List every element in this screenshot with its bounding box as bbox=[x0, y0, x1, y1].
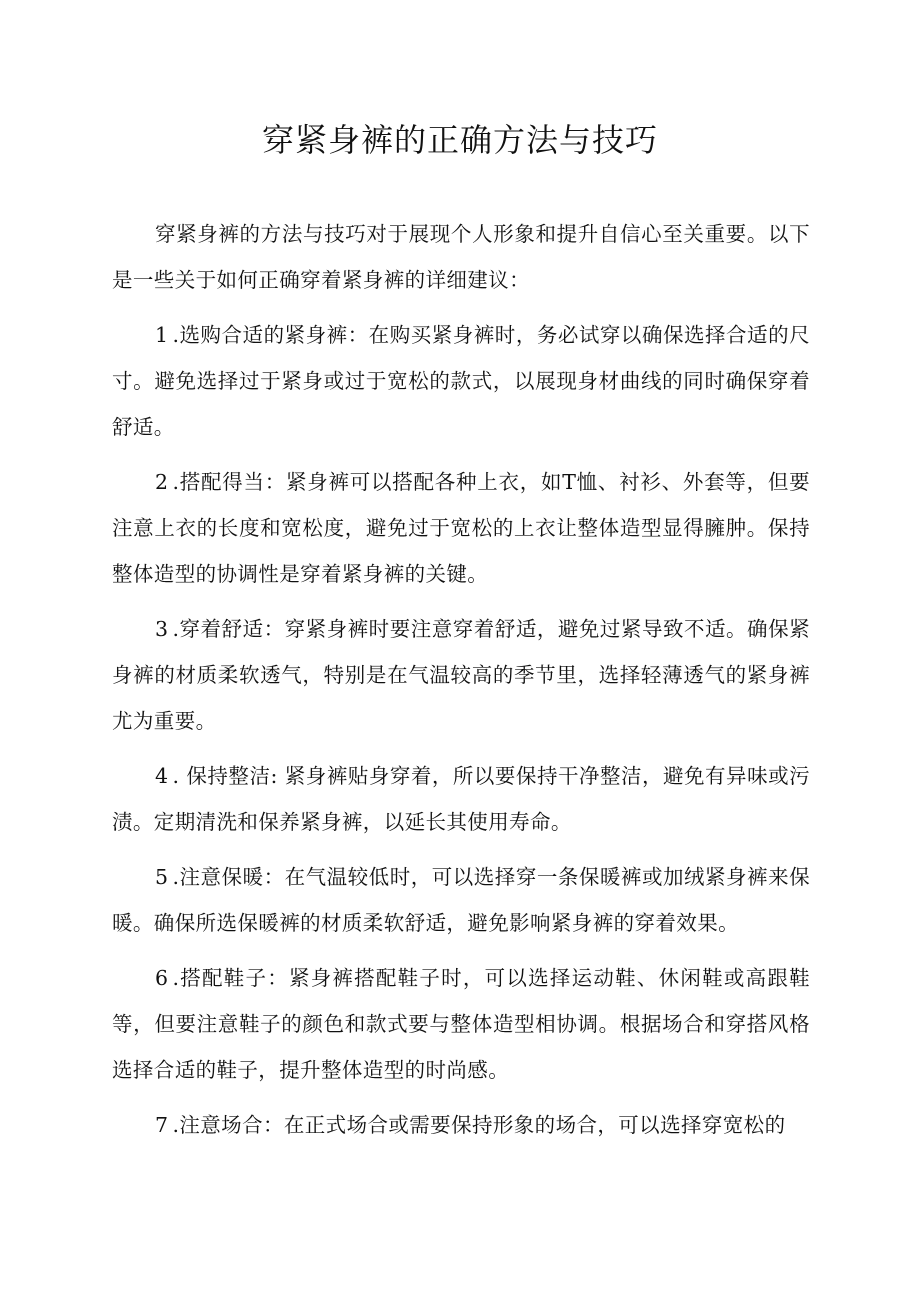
item-number: 3 bbox=[155, 617, 169, 641]
item-number: 4 bbox=[155, 764, 169, 788]
list-item bbox=[112, 312, 810, 450]
item-text: .注意场合：在正式场合或需要保持形象的场合，可以选择穿宽松的 bbox=[172, 1113, 786, 1137]
list-item bbox=[112, 459, 810, 597]
list-item bbox=[112, 606, 810, 744]
list-item bbox=[112, 753, 810, 845]
item-number: 1 bbox=[155, 323, 169, 347]
item-text: .搭配得当：紧身裤可以搭配各种上衣，如T恤、衬衫、外套等，但要注意上衣的长度和宽松度，避免过于宽松的上衣让整体造型显得臃肿。保持整体造型的协调性是穿着紧身裤的关键。 bbox=[112, 470, 810, 586]
item-text: .搭配鞋子：紧身裤搭配鞋子时，可以选择运动鞋、休闲鞋或高跟鞋等，但要注意鞋子的颜色和款式要与整体造型相协调。根据场合和穿搭风格选择合适的鞋子，提升整体造型的时尚感。 bbox=[112, 966, 810, 1082]
item-number: 7 bbox=[155, 1113, 169, 1137]
item-number: 6 bbox=[155, 966, 169, 990]
item-text: .选购合适的紧身裤：在购买紧身裤时，务必试穿以确保选择合适的尺寸。避免选择过于紧身或过于宽松的款式，以展现身材曲线的同时确保穿着舒适。 bbox=[112, 323, 810, 439]
item-text: . 保持整洁: 紧身裤贴身穿着，所以要保持干净整洁，避免有异味或污渍。定期清洗和保养紧身裤，以延长其使用寿命。 bbox=[112, 764, 810, 834]
document-body bbox=[112, 211, 810, 1157]
item-text: .注意保暖：在气温较低时，可以选择穿一条保暖裤或加绒紧身裤来保暖。确保所选保暖裤的材质柔软舒适，避免影响紧身裤的穿着效果。 bbox=[112, 865, 810, 935]
list-item bbox=[112, 955, 810, 1093]
item-text: .穿着舒适：穿紧身裤时要注意穿着舒适，避免过紧导致不适。确保紧身裤的材质柔软透气，特别是在气温较高的季节里，选择轻薄透气的紧身裤尤为重要。 bbox=[112, 617, 810, 733]
item-number: 5 bbox=[155, 865, 169, 889]
item-number: 2 bbox=[155, 470, 169, 494]
document-title: 穿紧身裤的正确方法与技巧 bbox=[261, 121, 658, 159]
list-item bbox=[112, 854, 810, 946]
list-item bbox=[112, 1102, 810, 1148]
intro-paragraph: 穿紧身裤的方法与技巧对于展现个人形象和提升自信心至关重要。以下是一些关于如何正确穿着紧身裤的详细建议： bbox=[112, 222, 810, 292]
